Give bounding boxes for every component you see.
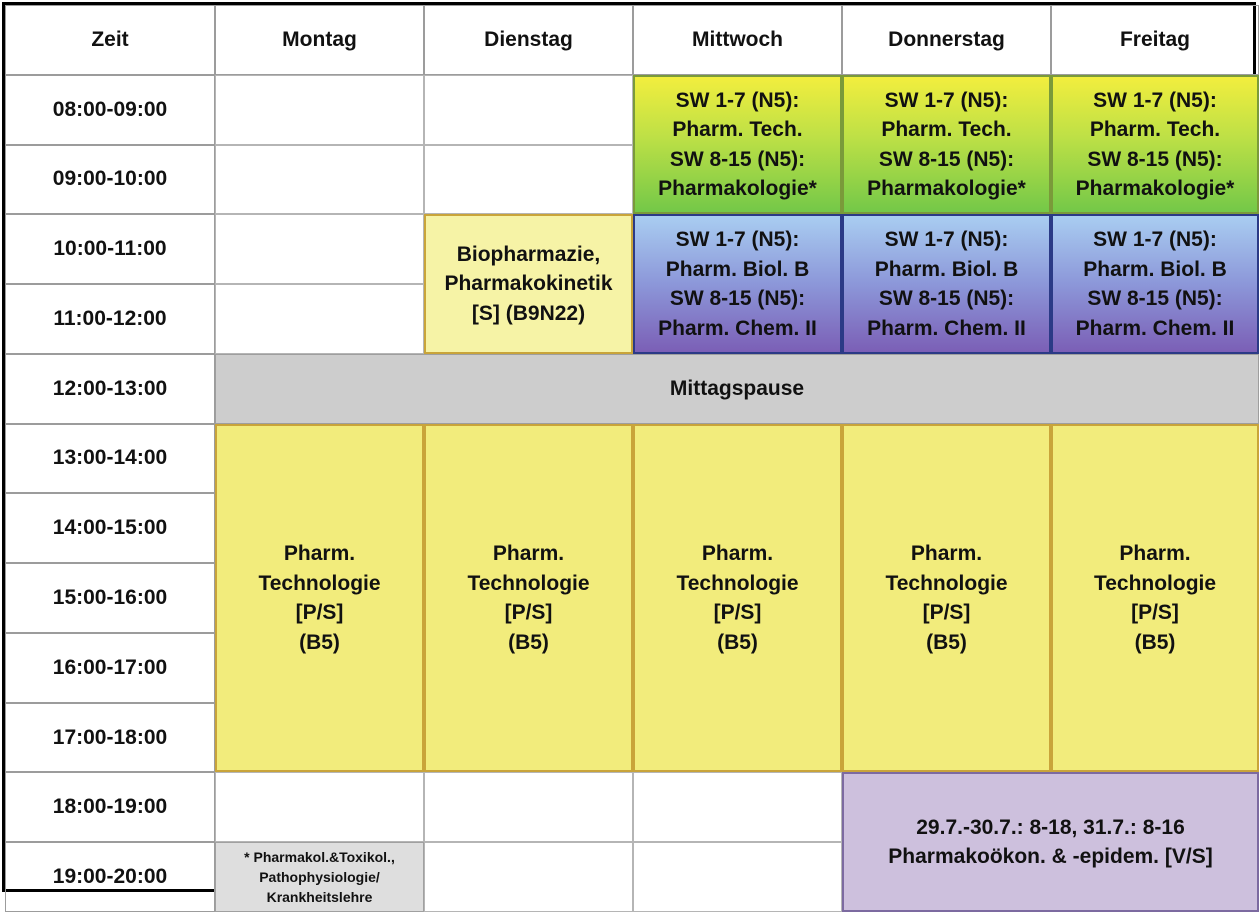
course-line: SW 8-15 (N5): (878, 287, 1015, 311)
empty-slot (215, 772, 424, 842)
header-mittwoch: Mittwoch (633, 5, 842, 75)
course-line: SW 1-7 (N5): (675, 88, 800, 112)
course-line: Pharmakologie* (1075, 177, 1235, 201)
course-line: SW 1-7 (N5): (884, 88, 1009, 112)
course-line: [P/S] (922, 601, 971, 624)
course-line: Pharm. Tech. (1089, 118, 1221, 142)
time-slot: 18:00-19:00 (5, 772, 215, 842)
course-block-mittwoch-late-morning (633, 214, 842, 354)
course-line: Technologie (1093, 571, 1217, 595)
course-line: SW 8-15 (N5): (1087, 147, 1223, 171)
course-line: SW 8-15 (N5): (669, 287, 806, 311)
course-line: Technologie (676, 571, 799, 595)
header-donnerstag: Donnerstag (842, 5, 1051, 75)
course-line: Pharmakokinetik (444, 272, 613, 296)
course-block-dienstag-pharm-tech (424, 424, 633, 773)
empty-slot (215, 145, 424, 215)
course-line: SW 1-7 (N5): (1093, 228, 1217, 252)
course-line: Pharm. (910, 542, 983, 565)
course-line: Pharmakologie* (658, 177, 817, 201)
time-slot: 15:00-16:00 (5, 563, 215, 633)
course-block-mittwoch-morning (633, 75, 842, 215)
empty-slot (633, 772, 842, 842)
course-line: [S] (B9N22) (471, 301, 586, 325)
course-block-freitag-pharm-tech (1051, 424, 1259, 773)
course-block-donnerstag-morning (842, 75, 1051, 215)
time-slot: 12:00-13:00 (5, 354, 215, 424)
course-line: (B5) (299, 630, 340, 654)
course-line: Pharm. Tech. (881, 118, 1012, 142)
course-line: Pharm. (701, 542, 774, 565)
course-block-freitag-late-morning (1051, 214, 1259, 354)
time-slot: 09:00-10:00 (5, 145, 215, 215)
time-slot: 08:00-09:00 (5, 75, 215, 145)
timetable (2, 2, 1256, 906)
empty-slot (424, 145, 633, 215)
empty-slot (215, 214, 424, 284)
course-block-donnerstag-late-morning (842, 214, 1051, 354)
course-line: SW 8-15 (N5): (1087, 287, 1223, 311)
header-time: Zeit (5, 5, 215, 75)
course-line: Pharmakoökon. & -epidem. [V/S] (888, 845, 1213, 869)
empty-slot (215, 75, 424, 145)
course-line: [P/S] (504, 601, 553, 624)
empty-slot (215, 284, 424, 354)
header-freitag: Freitag (1051, 5, 1259, 75)
course-line: Pharm. (492, 542, 565, 565)
empty-slot (424, 75, 633, 145)
time-slot: 17:00-18:00 (5, 703, 215, 773)
course-line: Technologie (885, 571, 1008, 595)
header-montag: Montag (215, 5, 424, 75)
course-line: Pharm. Tech. (672, 118, 803, 142)
time-slot: 13:00-14:00 (5, 424, 215, 494)
course-line: Pharm. Chem. II (1075, 316, 1235, 340)
course-line: (B5) (926, 630, 967, 654)
course-block-freitag-morning (1051, 75, 1259, 215)
empty-slot (633, 842, 842, 912)
header-dienstag: Dienstag (424, 5, 633, 75)
course-line: [P/S] (295, 601, 344, 624)
course-block-pharmakooekonomie (842, 772, 1259, 912)
course-line: Pharm. Chem. II (658, 316, 817, 340)
course-line: SW 8-15 (N5): (669, 147, 806, 171)
course-line: 29.7.-30.7.: 8-18, 31.7.: 8-16 (916, 815, 1185, 839)
course-line: Pharmakologie* (867, 177, 1026, 201)
time-slot: 19:00-20:00 (5, 842, 215, 912)
course-line: Pharm. (283, 542, 356, 565)
course-line: Pharm. Biol. B (665, 257, 810, 281)
course-line: Technologie (258, 571, 381, 595)
time-slot: 10:00-11:00 (5, 214, 215, 284)
course-block-montag-pharm-tech (215, 424, 424, 773)
empty-slot (424, 772, 633, 842)
course-block-mittwoch-pharm-tech (633, 424, 842, 773)
course-line: SW 1-7 (N5): (884, 228, 1009, 252)
course-line: SW 1-7 (N5): (1093, 88, 1217, 112)
course-line: Technologie (467, 571, 590, 595)
footnote (215, 842, 424, 912)
course-line: [P/S] (1131, 601, 1179, 624)
footnote-line: * Pharmakol.&Toxikol., (244, 849, 395, 866)
course-line: Pharm. Biol. B (874, 257, 1019, 281)
course-line: Pharm. Biol. B (1083, 257, 1227, 281)
course-line: Pharm. Chem. II (867, 316, 1026, 340)
time-slot: 11:00-12:00 (5, 284, 215, 354)
course-line: Biopharmazie, (456, 242, 601, 266)
time-slot: 14:00-15:00 (5, 493, 215, 563)
lunch-break: Mittagspause (215, 354, 1259, 424)
course-line: Pharm. (1119, 542, 1191, 565)
time-slot: 16:00-17:00 (5, 633, 215, 703)
course-line: SW 8-15 (N5): (878, 147, 1015, 171)
course-line: SW 1-7 (N5): (675, 228, 800, 252)
footnote-line: Pathophysiologie/ (259, 869, 380, 886)
course-line: (B5) (717, 630, 758, 654)
empty-slot (424, 842, 633, 912)
course-block-biopharmazie (424, 214, 633, 354)
footnote-line: Krankheitslehre (266, 889, 373, 906)
course-line: (B5) (508, 630, 549, 654)
course-line: (B5) (1134, 630, 1176, 654)
course-block-donnerstag-pharm-tech (842, 424, 1051, 773)
course-line: [P/S] (713, 601, 762, 624)
